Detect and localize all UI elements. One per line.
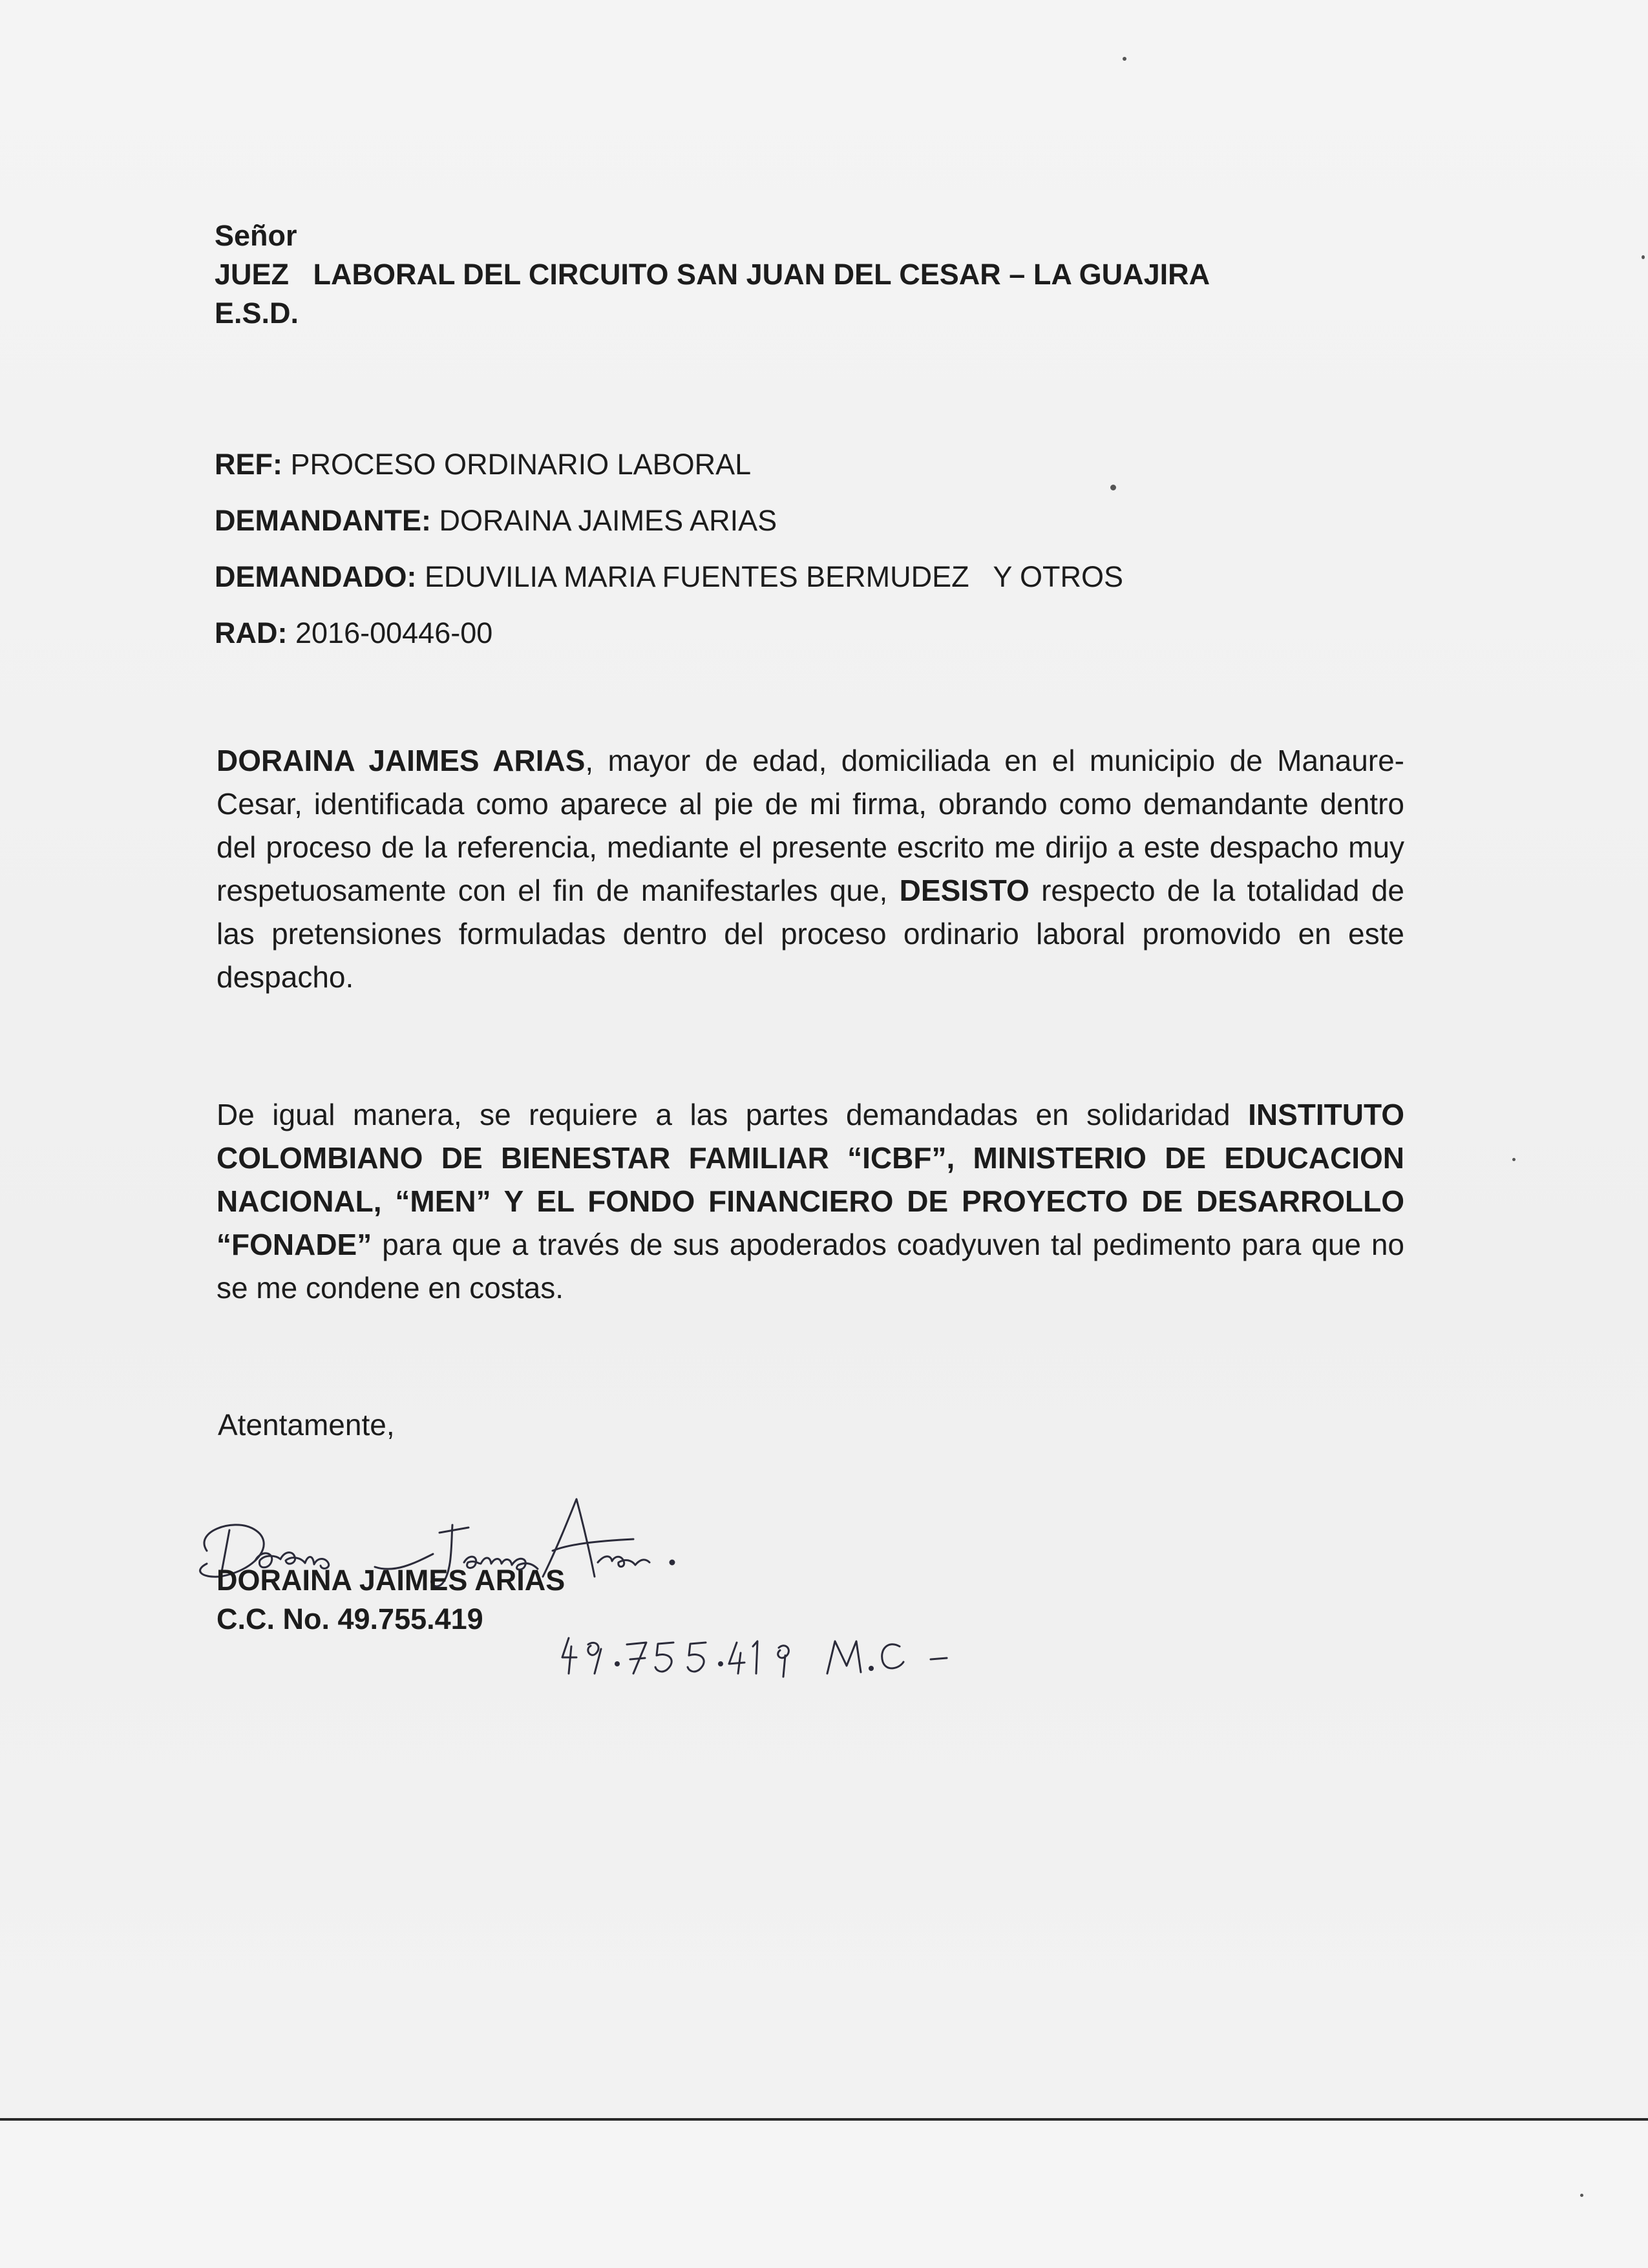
paragraph1-text-b: respecto de la totalidad de las pretensiones formuladas dentro del proceso ordinario laboral promovido en este despacho. bbox=[217, 874, 1404, 994]
defendant-label: DEMANDADO: bbox=[215, 560, 417, 593]
recipient-line: JUEZ LABORAL DEL CIRCUITO SAN JUAN DEL CESAR – LA GUAJIRA bbox=[215, 258, 1210, 291]
paragraph2-text-a: De igual manera, se requiere a las partes demandadas en solidaridad bbox=[217, 1098, 1249, 1131]
plaintiff-line bbox=[215, 504, 1123, 560]
withdrawal-paragraph bbox=[217, 739, 1404, 999]
rad-line bbox=[215, 616, 1123, 673]
closing: Atentamente, bbox=[218, 1408, 395, 1442]
rad-label: RAD: bbox=[215, 616, 288, 649]
plaintiff-label: DEMANDANTE: bbox=[215, 504, 431, 537]
defendant-entities: INSTITUTO COLOMBIANO DE BIENESTAR FAMILIAR “ICBF”, MINISTERIO DE EDUCACION NACIONAL, “MEN” Y EL FONDO FINANCIERO DE PROYECTO DE DESARROLLO “FONADE” bbox=[217, 1098, 1404, 1261]
scanner-bed bbox=[0, 2121, 1648, 2268]
plaintiff-name: DORAINA JAIMES ARIAS bbox=[217, 744, 586, 777]
signer-id-number: C.C. No. 49.755.419 bbox=[217, 1602, 483, 1635]
scan-speck bbox=[1642, 255, 1645, 259]
defendant-value: EDUVILIA MARIA FUENTES BERMUDEZ Y OTROS bbox=[425, 560, 1124, 593]
defendant-line bbox=[215, 560, 1123, 616]
rad-value: 2016-00446-00 bbox=[295, 616, 493, 649]
paragraph2-text-b: para que a través de sus apoderados coadyuven tal pedimento para que no se me condene en costas. bbox=[217, 1228, 1404, 1305]
salutation: Señor bbox=[215, 219, 297, 252]
reference-block bbox=[215, 448, 1123, 673]
scan-speck bbox=[1123, 57, 1126, 61]
desisto-keyword: DESISTO bbox=[899, 874, 1030, 907]
printed-signer-name: DORAINA JAIMES ARIAS bbox=[217, 1564, 565, 1597]
letter-header bbox=[215, 216, 1210, 333]
scan-speck bbox=[1512, 1158, 1516, 1161]
ref-value: PROCESO ORDINARIO LABORAL bbox=[290, 448, 752, 481]
ref-line bbox=[215, 448, 1123, 504]
esd-line: E.S.D. bbox=[215, 297, 299, 330]
request-paragraph bbox=[217, 1093, 1404, 1310]
paragraph1-text-a: , mayor de edad, domiciliada en el municipio de Manaure- Cesar, identificada como aparece al pie de mi firma, obrando como demandante dentro del proceso de la referencia, mediante el presente escrito me dirijo a este despacho muy respetuosamente con el fin de manifestarles que, bbox=[217, 744, 1404, 907]
plaintiff-value: DORAINA JAIMES ARIAS bbox=[439, 504, 777, 537]
scan-speck bbox=[1580, 2194, 1583, 2197]
ref-label: REF: bbox=[215, 448, 282, 481]
